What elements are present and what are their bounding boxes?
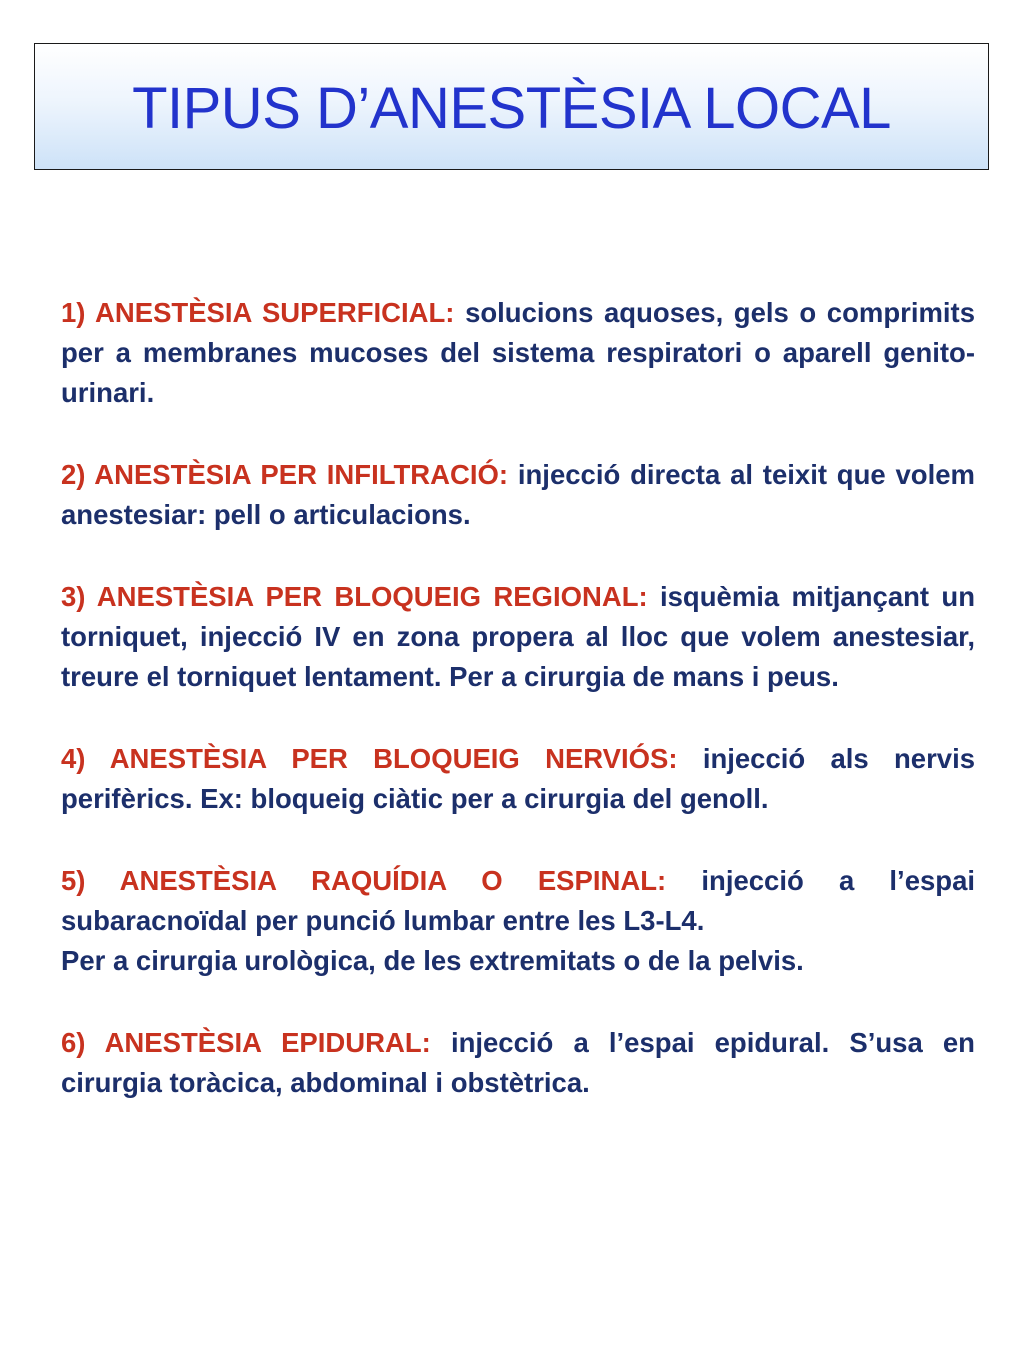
list-item-bloqueig-regional — [61, 577, 975, 697]
title-box — [34, 43, 989, 170]
item-text: injecció a l’espai epidural. S’usa en cirurgia toràcica, abdominal i obstètrica. — [61, 1027, 975, 1098]
list-item-superficial — [61, 293, 975, 413]
item-text: isquèmia mitjançant un torniquet, injecció IV en zona propera al lloc que volem anestesiar, treure el torniquet lentament. Per a cirurgia de mans i peus. — [61, 581, 976, 692]
list-item-raquidia-extra — [61, 941, 975, 981]
item-text: injecció directa al teixit que volem anestesiar: pell o articulacions. — [61, 459, 975, 530]
list-item-raquidia — [61, 861, 975, 941]
item-heading: 3) ANESTÈSIA PER BLOQUEIG REGIONAL: — [61, 581, 648, 612]
item-text: injecció a l’espai subaracnoïdal per punció lumbar entre les L3-L4. — [61, 865, 976, 936]
item-heading: 4) ANESTÈSIA PER BLOQUEIG NERVIÓS: — [61, 743, 678, 774]
item-text: solucions aquoses, gels o comprimits per a membranes mucoses del sistema respiratori o aparell genito-urinari. — [61, 297, 976, 408]
list-item-epidural — [61, 1023, 975, 1103]
item-heading: 6) ANESTÈSIA EPIDURAL: — [61, 1027, 431, 1058]
item-heading: 1) ANESTÈSIA SUPERFICIAL: — [61, 297, 455, 328]
list-item-bloqueig-nervios — [61, 739, 975, 819]
item-text-extra: Per a cirurgia urològica, de les extremitats o de la pelvis. — [61, 945, 804, 976]
content-list — [61, 293, 975, 1103]
item-heading: 5) ANESTÈSIA RAQUÍDIA O ESPINAL: — [61, 865, 667, 896]
item-heading: 2) ANESTÈSIA PER INFILTRACIÓ: — [61, 459, 509, 490]
page-title: TIPUS D’ANESTÈSIA LOCAL — [132, 76, 891, 141]
list-item-infiltracio — [61, 455, 975, 535]
item-text: injecció als nervis perifèrics. Ex: bloqueig ciàtic per a cirurgia del genoll. — [61, 743, 976, 814]
